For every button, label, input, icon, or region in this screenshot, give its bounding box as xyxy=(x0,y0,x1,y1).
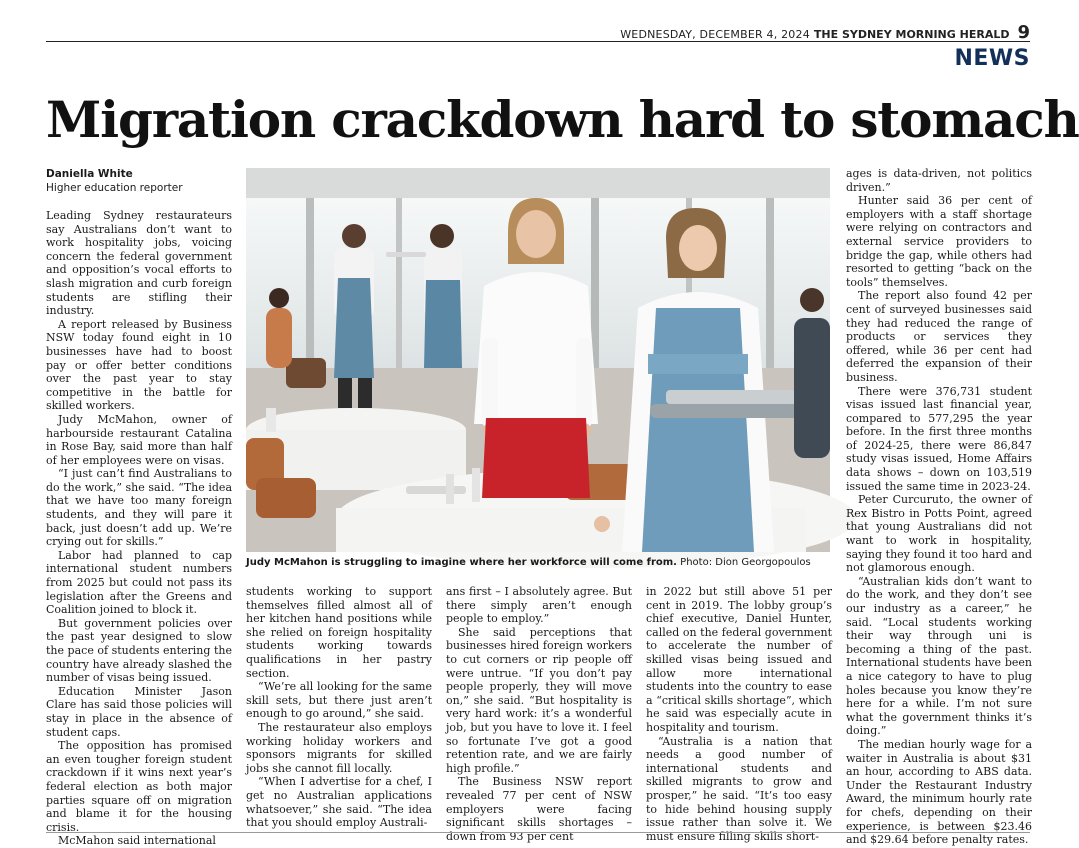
masthead-rule xyxy=(46,41,1030,42)
paragraph: She said perceptions that businesses hired foreign workers to cut corners or rip people off were untrue. “If you don’t pay people properly, they will move on,” she said. “But hospitality is very hard work: it’s a wonderful job, but you have to love it. I feel so fortunate I’ve got a good retention rate, and we are fairly high profile.” xyxy=(446,625,632,775)
caption-text: Judy McMahon is struggling to imagine where her workforce will come from. xyxy=(246,557,677,568)
article-column-5 xyxy=(846,167,1032,847)
article-column-4 xyxy=(646,585,832,843)
paragraph: The Business NSW report revealed 77 per cent of NSW employers were facing significant skills shortages – down from 93 per cent xyxy=(446,775,632,843)
paragraph: ages is data-driven, not politics driven.” xyxy=(846,167,1032,194)
paragraph: The report also found 42 per cent of surveyed businesses said they had reduced the range of products or services they offered, while 36 per cent had deferred the expansion of their business. xyxy=(846,289,1032,384)
paragraph: The restaurateur also employs working holiday workers and sponsors migrants for skilled jobs she cannot fill locally. xyxy=(246,720,432,775)
article-photo xyxy=(246,168,830,552)
paragraph: Education Minister Jason Clare has said those policies will stay in place in the absence of student caps. xyxy=(46,684,232,739)
paragraph: “I just can’t find Australians to do the work,” she said. “The idea that we have too many foreign students, and they will pare it back, just doesn’t add up. We’re crying out for skills.” xyxy=(46,467,232,549)
paragraph: McMahon said international xyxy=(58,834,216,848)
paragraph: A report released by Business NSW today found eight in 10 businesses have had to boost pay or offer better conditions over the past year to stay competitive in the battle for skilled workers. xyxy=(46,317,232,413)
paragraph: “Australia is a nation that needs a good number of international students and skilled migrants to grow and prosper,” he said. “It’s too easy to hide behind housing supply issue rather than solve it. We must ensure filling skills short- xyxy=(646,734,832,843)
page-number: 9 xyxy=(1017,22,1030,43)
paragraph: The median hourly wage for a waiter in Australia is about $31 an hour, according to ABS data. Under the Restaurant Industry Award, the minimum hourly rate for chefs, depending on their experience, is between $23.46 and $29.64 before penalty rates. xyxy=(846,737,1032,847)
author-role: Higher education reporter xyxy=(46,182,183,194)
headline: Migration crackdown hard to stomach xyxy=(46,90,1079,149)
section-label: NEWS xyxy=(954,46,1030,71)
issue-date: WEDNESDAY, DECEMBER 4, 2024 xyxy=(620,28,810,41)
paragraph: But government policies over the past year designed to slow the pace of students entering the country have already slashed the number of visas being issued. xyxy=(46,616,232,685)
paragraph: ans first – I absolutely agree. But there simply aren’t enough people to employ.” xyxy=(446,585,632,626)
paragraph: “When I advertise for a chef, I get no Australian applications whatsoever,” she said. “The idea that you should employ Australi- xyxy=(246,775,432,830)
photo-caption xyxy=(246,557,830,568)
paragraph: Judy McMahon, owner of harbourside restaurant Catalina in Rose Bay, said more than half of her employees were on visas. xyxy=(46,412,232,467)
paragraph: Hunter said 36 per cent of employers with a staff shortage were relying on contractors and external service providers to bridge the gap, while others had resorted to getting “back on the tools” themselves. xyxy=(846,194,1032,289)
newspaper-name: THE SYDNEY MORNING HERALD xyxy=(813,28,1010,41)
article-column-1 xyxy=(46,209,232,848)
paragraph: in 2022 but still above 51 per cent in 2019. The lobby group’s chief executive, Daniel Hunter, called on the federal government to accelerate the number of skilled visas being issued and allow more international students into the country to ease a “critical skills shortage”, which he said was especially acute in hospitality and tourism. xyxy=(646,585,832,734)
paragraph: There were 376,731 student visas issued last financial year, compared to 577,295 the year before. In the first three months of 2024-25, there were 86,847 study visas issued, Home Affairs data shows – down on 103,519 issued the same time in 2023-24. xyxy=(846,384,1032,493)
paragraph: Peter Curcuruto, the owner of Rex Bistro in Potts Point, agreed that young Australians did not want to work in hospitality, saying they found it too hard and not glamorous enough. xyxy=(846,493,1032,575)
paragraph: “We’re all looking for the same skill sets, but there just aren’t enough to go around,” she said. xyxy=(246,680,432,721)
article-column-3 xyxy=(446,585,632,843)
article-column-2 xyxy=(246,585,432,830)
byline xyxy=(46,168,183,194)
paragraph: “Australian kids don’t want to do the work, and they don’t see our industry as a career,” he said. “Local students working their way through uni is becoming a thing of the past. International students have been a nice category to have to plug holes because you know they’re here for a while. I’m not sure what the government thinks it’s doing.” xyxy=(846,574,1032,738)
restaurant-photo-illustration xyxy=(246,168,830,552)
photo-credit: Photo: Dion Georgopoulos xyxy=(680,557,811,568)
author-name: Daniella White xyxy=(46,168,133,180)
paragraph: students working to support themselves filled almost all of her kitchen hand positions while she relied on foreign hospitality students working towards qualifications in her pastry section. xyxy=(246,585,432,680)
paragraph: The opposition has promised an even tougher foreign student crackdown if it wins next year’s federal election as both major parties square off on migration and blame it for the housing crisis. xyxy=(46,739,232,834)
paragraph: Labor had planned to cap international student numbers from 2025 but could not pass its legislation after the Greens and Coalition joined to block it. xyxy=(46,548,232,617)
paragraph: Leading Sydney restaurateurs say Australians don’t want to work hospitality jobs, voicing concern the federal government and opposition’s vocal efforts to slash migration and curb foreign students are stifling their industry. xyxy=(46,209,232,318)
page-bottom-rule xyxy=(46,832,1030,833)
masthead xyxy=(620,22,1030,43)
